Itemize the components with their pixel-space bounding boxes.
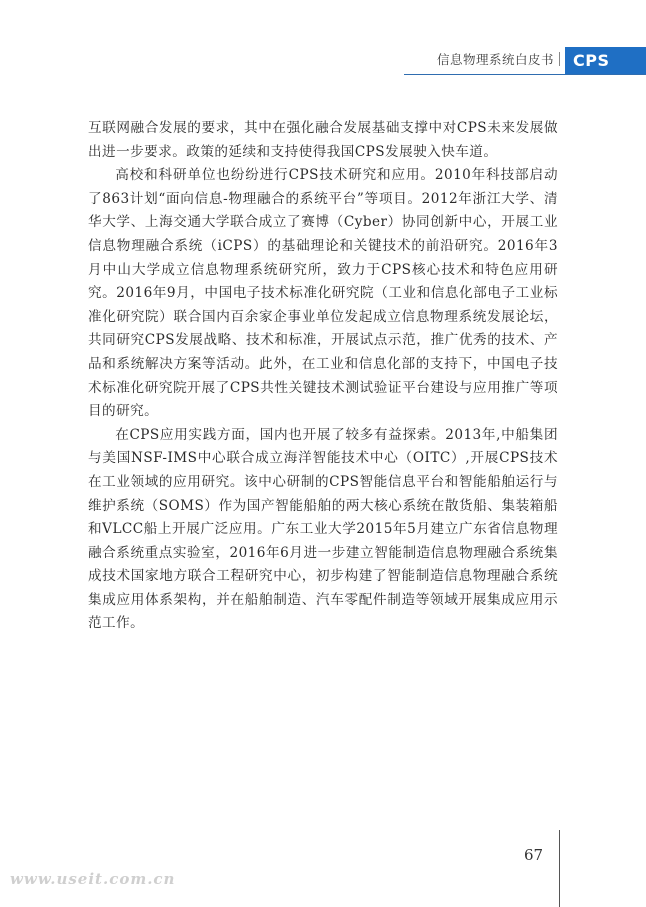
body-text — [88, 117, 558, 636]
page-number-rule — [559, 830, 560, 907]
paragraph-2: 高校和科研单位也纷纷进行CPS技术研究和应用。2010年科技部启动了863计划“面向信息-物理融合的系统平台”等项目。2012年浙江大学、清华大学、上海交通大学联合成立了赛博（Cyber）协同创新中心，开展工业信息物理融合系统（iCPS）的基础理论和关键技术的前沿研究。2016年3月中山大学成立信息物理系统研究所，致力于CPS核心技术和特色应用研究。2016年9月，中国电子技术标准化研究院（工业和信息化部电子工业标准化研究院）联合国内百余家企事业单位发起成立信息物理系统发展论坛，共同研究CPS发展战略、技术和标准，开展试点示范，推广优秀的技术、产品和系统解决方案等活动。此外，在工业和信息化部的支持下，中国电子技术标准化研究院开展了CPS共性关键技术测试验证平台建设与应用推广等项目的研究。 — [88, 167, 558, 420]
header-rule — [404, 74, 646, 75]
paragraph-1: 互联网融合发展的要求，其中在强化融合发展基础支撑中对CPS未来发展做出进一步要求。政策的延续和支持使得我国CPS发展驶入快车道。 — [88, 120, 558, 160]
watermark: www.useit.com.cn — [10, 870, 176, 888]
header-divider — [559, 52, 560, 66]
page-number: 67 — [524, 846, 544, 864]
running-header-title: 信息物理系统白皮书 — [436, 52, 554, 67]
paragraph-3: 在CPS应用实践方面，国内也开展了较多有益探索。2013年,中船集团与美国NSF-IMS中心联合成立海洋智能技术中心（OITC）,开展CPS技术在工业领域的应用研究。该中心研制的CPS智能信息平台和智能船舶运行与维护系统（SOMS）作为国产智能船舶的两大核心系统在散货船、集装箱船和VLCC船上开展广泛应用。广东工业大学2015年5月建立广东省信息物理融合系统重点实验室，2016年6月进一步建立智能制造信息物理融合系统集成技术国家地方联合工程研究中心，初步构建了智能制造信息物理融合系统集成应用体系架构，并在船舶制造、汽车零配件制造等领域开展集成应用示范工作。 — [88, 426, 558, 632]
header-cps-badge: CPS — [565, 47, 646, 74]
